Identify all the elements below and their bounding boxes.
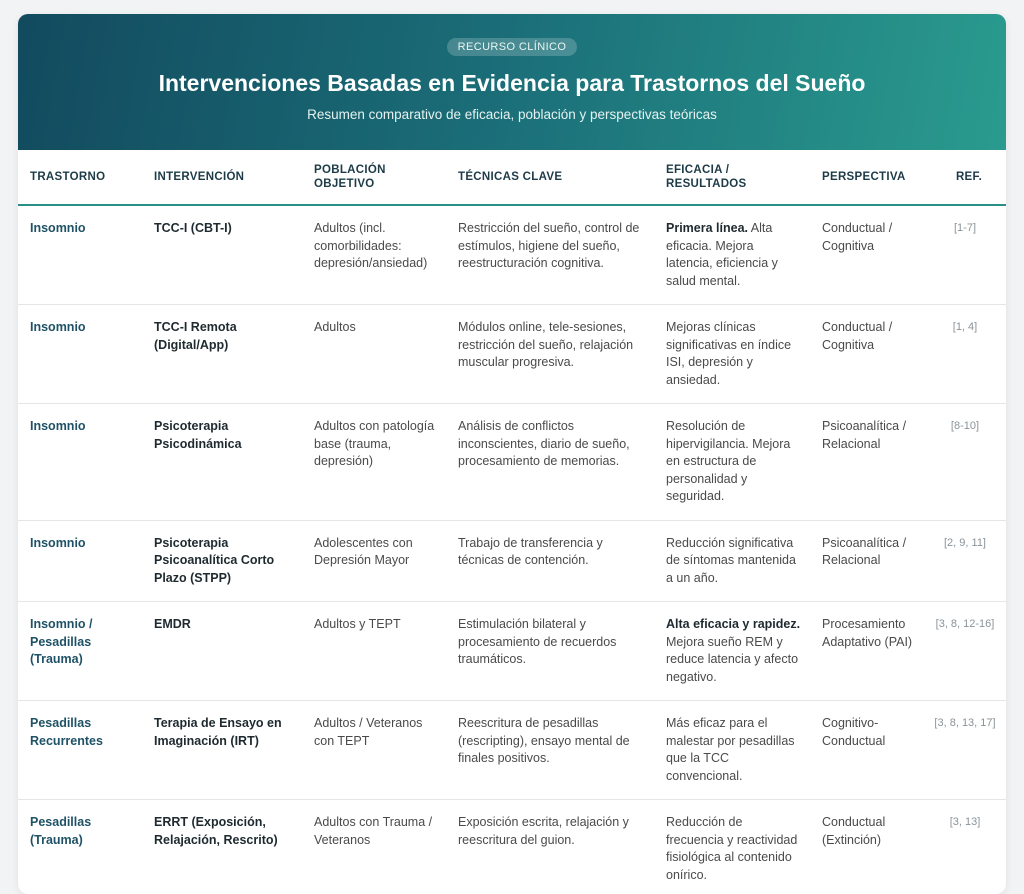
cell-disorder: Pesadillas (Trauma) xyxy=(18,800,142,894)
cell-intervention: Terapia de Ensayo en Imaginación (IRT) xyxy=(142,701,302,800)
cell-efficacy xyxy=(654,800,810,894)
table-row xyxy=(18,404,1006,521)
resource-card xyxy=(18,14,1006,894)
column-header-perspective: PERSPECTIVA xyxy=(810,150,928,205)
table-row xyxy=(18,520,1006,602)
cell-population: Adultos y TEPT xyxy=(302,602,446,701)
cell-perspective: Psicoanalítica / Relacional xyxy=(810,404,928,521)
table-row xyxy=(18,800,1006,894)
cell-population: Adolescentes con Depresión Mayor xyxy=(302,520,446,602)
cell-ref: [1, 4] xyxy=(928,305,1006,404)
cell-techniques: Análisis de conflictos inconscientes, diario de sueño, procesamiento de memorias. xyxy=(446,404,654,521)
cell-ref: [3, 13] xyxy=(928,800,1006,894)
efficacy-text: Resolución de hipervigilancia. Mejora en estructura de personalidad y seguridad. xyxy=(666,419,790,503)
table-header-row xyxy=(18,150,1006,205)
cell-efficacy xyxy=(654,305,810,404)
column-header-techniques: TÉCNICAS CLAVE xyxy=(446,150,654,205)
cell-population: Adultos (incl. comorbilidades: depresión/ansiedad) xyxy=(302,205,446,305)
cell-ref: [2, 9, 11] xyxy=(928,520,1006,602)
interventions-table xyxy=(18,150,1006,894)
efficacy-text: Más eficaz para el malestar por pesadillas que la TCC convencional. xyxy=(666,716,795,783)
cell-intervention: ERRT (Exposición, Relajación, Rescrito) xyxy=(142,800,302,894)
cell-disorder: Insomnio xyxy=(18,305,142,404)
cell-ref: [8-10] xyxy=(928,404,1006,521)
cell-population: Adultos con Trauma / Veteranos xyxy=(302,800,446,894)
cell-disorder: Insomnio xyxy=(18,205,142,305)
cell-intervention: Psicoterapia Psicoanalítica Corto Plazo (STPP) xyxy=(142,520,302,602)
cell-techniques: Módulos online, tele-sesiones, restricción del sueño, relajación muscular progresiva. xyxy=(446,305,654,404)
cell-intervention: TCC-I (CBT-I) xyxy=(142,205,302,305)
cell-efficacy xyxy=(654,205,810,305)
cell-ref: [3, 8, 12-16] xyxy=(928,602,1006,701)
efficacy-highlight: Alta eficacia y rapidez. xyxy=(666,617,800,631)
cell-efficacy xyxy=(654,602,810,701)
cell-intervention: Psicoterapia Psicodinámica xyxy=(142,404,302,521)
cell-perspective: Conductual (Extinción) xyxy=(810,800,928,894)
page-subtitle: Resumen comparativo de eficacia, población y perspectivas teóricas xyxy=(307,107,717,122)
cell-efficacy xyxy=(654,520,810,602)
column-header-disorder: TRASTORNO xyxy=(18,150,142,205)
cell-intervention: TCC-I Remota (Digital/App) xyxy=(142,305,302,404)
page-title: Intervenciones Basadas en Evidencia para Trastornos del Sueño xyxy=(159,70,866,97)
cell-efficacy xyxy=(654,404,810,521)
card-header xyxy=(18,14,1006,150)
cell-techniques: Trabajo de transferencia y técnicas de contención. xyxy=(446,520,654,602)
efficacy-text: Mejoras clínicas significativas en índice ISI, depresión y ansiedad. xyxy=(666,320,791,387)
resource-badge: RECURSO CLÍNICO xyxy=(447,38,578,56)
cell-techniques: Restricción del sueño, control de estímulos, higiene del sueño, reestructuración cognitiva. xyxy=(446,205,654,305)
efficacy-text: Mejora sueño REM y reduce latencia y afecto negativo. xyxy=(666,635,798,684)
column-header-ref: REF. xyxy=(928,150,1006,205)
cell-techniques: Reescritura de pesadillas (rescripting), ensayo mental de finales positivos. xyxy=(446,701,654,800)
cell-population: Adultos / Veteranos con TEPT xyxy=(302,701,446,800)
cell-disorder: Insomnio / Pesadillas (Trauma) xyxy=(18,602,142,701)
table-row xyxy=(18,602,1006,701)
cell-ref: [1-7] xyxy=(928,205,1006,305)
table-row xyxy=(18,205,1006,305)
column-header-efficacy: EFICACIA / RESULTADOS xyxy=(654,150,810,205)
cell-perspective: Conductual / Cognitiva xyxy=(810,205,928,305)
cell-intervention: EMDR xyxy=(142,602,302,701)
efficacy-text: Alta eficacia. Mejora latencia, eficiencia y salud mental. xyxy=(666,221,778,288)
column-header-intervention: INTERVENCIÓN xyxy=(142,150,302,205)
efficacy-text: Reducción de frecuencia y reactividad fisiológica al contenido onírico. xyxy=(666,815,797,882)
cell-disorder: Insomnio xyxy=(18,520,142,602)
cell-efficacy xyxy=(654,701,810,800)
cell-ref: [3, 8, 13, 17] xyxy=(928,701,1006,800)
cell-disorder: Pesadillas Recurrentes xyxy=(18,701,142,800)
cell-perspective: Cognitivo-Conductual xyxy=(810,701,928,800)
efficacy-text: Reducción significativa de síntomas mantenida a un año. xyxy=(666,536,796,585)
table-row xyxy=(18,701,1006,800)
cell-perspective: Procesamiento Adaptativo (PAI) xyxy=(810,602,928,701)
table-row xyxy=(18,305,1006,404)
efficacy-highlight: Primera línea. xyxy=(666,221,748,235)
cell-techniques: Estimulación bilateral y procesamiento de recuerdos traumáticos. xyxy=(446,602,654,701)
column-header-population: POBLACIÓN OBJETIVO xyxy=(302,150,446,205)
cell-perspective: Conductual / Cognitiva xyxy=(810,305,928,404)
cell-disorder: Insomnio xyxy=(18,404,142,521)
cell-perspective: Psicoanalítica / Relacional xyxy=(810,520,928,602)
cell-population: Adultos xyxy=(302,305,446,404)
cell-techniques: Exposición escrita, relajación y reescritura del guion. xyxy=(446,800,654,894)
cell-population: Adultos con patología base (trauma, depresión) xyxy=(302,404,446,521)
